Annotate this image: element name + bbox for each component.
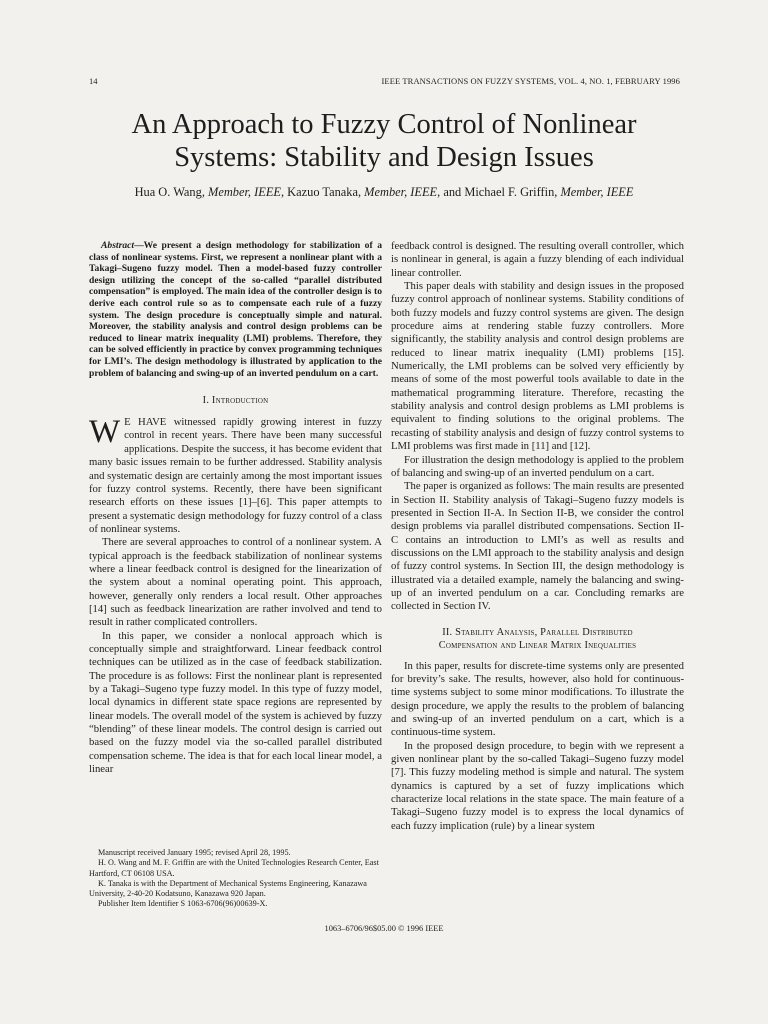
body-paragraph — [89, 416, 382, 536]
running-head: IEEE TRANSACTIONS ON FUZZY SYSTEMS, VOL. 4, NO. 1, FEBRUARY 1996 — [381, 76, 680, 86]
section-heading-line-1: II. Stability Analysis, Parallel Distributed — [442, 626, 633, 638]
footnote: K. Tanaka is with the Department of Mechanical Systems Engineering, Kanazawa University, 2-40-20 Kodatsuno, Kanazawa 920 Japan. — [89, 878, 367, 899]
body-paragraph: The paper is organized as follows: The main results are presented in Section II. Stability analysis of Takagi–Sugeno fuzzy models is presented in Section II-A. In Section II-B, we consider the control design problems via parallel distributed compensations. Section II-C contains an introduction to LMI’s as well as results and discussions on the LMI approach to the stability analysis and design of fuzzy control systems. In Section III, the design methodology is illustrated via a detailed example, namely the balancing and swing-up of an inverted pendulum on a car. Concluding remarks are collected in Section IV. — [391, 480, 684, 613]
paper-title — [80, 108, 688, 174]
paragraph-text: E HAVE witnessed rapidly growing interest in fuzzy control in recent years. There have been many successful applications. Despite the success, it has become evident that many basic issues remain to be further addressed. Stability analysis and systematic design are certainly among the most important issues for fuzzy control systems. Recently, there have been significant research efforts on these issues [1]–[6]. This paper attempts to present a systematic design methodology for fuzzy control of a class of nonlinear systems. — [89, 416, 382, 535]
right-column — [391, 240, 684, 833]
body-paragraph: feedback control is designed. The resulting overall controller, which is nonlinear in general, is again a fuzzy blending of each individual linear controller. — [391, 240, 684, 279]
author-list — [80, 185, 688, 200]
footnotes — [89, 848, 382, 910]
body-paragraph: For illustration the design methodology is applied to the problem of balancing and swing-up of an inverted pendulum on a cart. — [391, 453, 684, 479]
copyright-line: 1063–6706/96$05.00 © 1996 IEEE — [324, 924, 444, 933]
body-paragraph: In this paper, results for discrete-time systems only are presented for brevity’s sake. The results, however, also hold for continuous-time systems subject to some minor modifications. To illustrate the design procedure, we apply the results to the problem of balancing and swing-up of an inverted pendulum on a cart, which is a continuous-time system. — [391, 659, 684, 739]
abstract-text: —We present a design methodology for stabilization of a class of nonlinear systems. First, we represent a nonlinear plant with a Takagi–Sugeno fuzzy model. Then a model-based fuzzy controller design utilizing the concept of the so-called “parallel distributed compensation” is employed. The main idea of the controller design is to derive each control rule so as to compensate each rule of a fuzzy system. The design procedure is conceptually simple and natural. Moreover, the stability analysis and control design problems can be reduced to linear matrix inequality (LMI) problems. Therefore, they can be solved efficiently in practice by convex programming techniques for LMI’s. The design methodology is illustrated by application to the problem of balancing and swing-up of an inverted pendulum on a cart. — [89, 240, 382, 379]
body-paragraph: In the proposed design procedure, to begin with we represent a given nonlinear plant by the so-called Takagi–Sugeno fuzzy model [7]. This fuzzy modeling method is simple and natural. The system dynamics is captured by a set of fuzzy implications which characterize local relations in the state space. The main feature of a Takagi–Sugeno fuzzy model is to express the local dynamics of each fuzzy implication (rule) by a linear system — [391, 739, 684, 832]
author-name: Michael F. Griffin, — [464, 185, 561, 199]
page-number: 14 — [89, 76, 98, 86]
abstract-label: Abstract — [101, 240, 135, 251]
body-paragraph: This paper deals with stability and design issues in the proposed fuzzy control approach of nonlinear systems. Stability conditions of both fuzzy models and fuzzy control systems are given. The design procedure aims at rendering stable fuzzy controllers. More significantly, the stability analysis and control design problems are reduced to linear matrix inequality (LMI) problems [15]. Numerically, the LMI problems can be solved very efficiently by means of some of the most powerful tools available to date in the mathematical programming literature. Therefore, recasting the stability analysis and control design problems as LMI problems is equivalent to finding solutions to the original problems. The recasting of stability analysis and design of fuzzy control systems to LMI problems was first made in [11] and [12]. — [391, 280, 684, 453]
author-role: Member, IEEE — [560, 185, 634, 199]
abstract — [89, 240, 382, 379]
left-column — [89, 240, 382, 776]
author-role: Member, IEEE — [208, 185, 281, 199]
author-separator: , and — [437, 185, 465, 199]
author-name: Hua O. Wang, — [134, 185, 209, 199]
author-separator: , — [280, 185, 288, 199]
title-line-2: Systems: Stability and Design Issues — [174, 142, 594, 173]
body-paragraph: There are several approaches to control of a nonlinear system. A typical approach is the feedback stabilization of nonlinear systems where a linear feedback control is designed for the linearization of the system about a nominal operating point. This approach, however, generally only renders a local result. Other approaches [14] such as feedback linearization are rather involved and tend to result in rather complicated controllers. — [89, 536, 382, 629]
body-paragraph: In this paper, we consider a nonlocal approach which is conceptually simple and straightforward. Linear feedback control techniques can be utilized as in the case of feedback stabilization. The procedure is as follows: First the nonlinear plant is represented by a Takagi–Sugeno type fuzzy model. In this type of fuzzy model, local dynamics in different state space regions are represented by linear models. The overall model of the system is achieved by fuzzy “blending” of these linear models. The control design is carried out based on the fuzzy model via the so-called parallel distributed compensation scheme. The idea is that for each local linear model, a linear — [89, 629, 382, 776]
author-name: Kazuo Tanaka, — [287, 185, 365, 199]
drop-cap: W — [89, 414, 121, 451]
section-heading-introduction: I. Introduction — [202, 395, 269, 407]
footnote: H. O. Wang and M. F. Griffin are with the United Technologies Research Center, East Hartford, CT 06108 USA. — [89, 858, 379, 878]
title-line-1: An Approach to Fuzzy Control of Nonlinear — [131, 109, 637, 140]
author-role: Member, IEEE — [364, 185, 438, 199]
section-heading-stability — [391, 626, 684, 652]
footnote: Publisher Item Identifier S 1063-6706(96)00639-X. — [98, 899, 268, 909]
footnote: Manuscript received January 1995; revised April 28, 1995. — [98, 848, 291, 857]
section-heading-line-2: Compensation and Linear Matrix Inequalities — [438, 639, 637, 651]
